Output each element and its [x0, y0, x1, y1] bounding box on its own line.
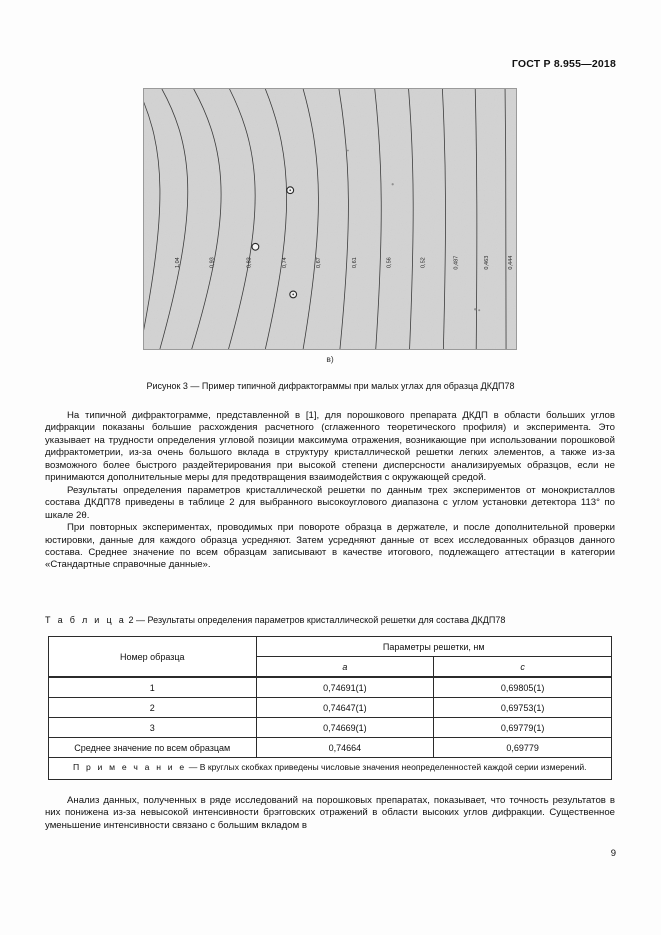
table-note-row — [49, 758, 612, 780]
cell-param-c: 0,69779 — [434, 738, 612, 758]
body-text-block-top — [45, 410, 615, 572]
svg-text:0,61: 0,61 — [351, 257, 358, 269]
table-caption-number: 2 — [128, 615, 134, 625]
svg-text:0,56: 0,56 — [386, 257, 393, 269]
header-param-c: c — [434, 657, 612, 678]
header-sample-number: Номер образца — [49, 637, 257, 678]
cell-param-a: 0,74647(1) — [256, 698, 434, 718]
cell-param-c: 0,69779(1) — [434, 718, 612, 738]
lattice-parameters-table — [48, 636, 612, 780]
cell-param-a: 0,74664 — [256, 738, 434, 758]
body-text-block-bottom — [45, 795, 615, 832]
cell-param-a: 0,74691(1) — [256, 677, 434, 698]
figure-3 — [143, 88, 517, 364]
cell-param-c: 0,69753(1) — [434, 698, 612, 718]
svg-text:0,463: 0,463 — [484, 255, 491, 270]
cell-sample: 3 — [49, 718, 257, 738]
paragraph-3: При повторных экспериментах, проводимых при повороте образца в держателе, и после дополнительной проверки юстировки, данные для каждого образца усредняют. Затем усредняют данные от всех исследованных образцов данного состава. Среднее значение по всем образцам записывают в качестве итогового, подлежащего аттестации в категории «Стандартные справочные данные». — [45, 522, 615, 571]
svg-text:1,04: 1,04 — [174, 257, 181, 269]
svg-text:0,83: 0,83 — [246, 257, 253, 269]
page-number: 9 — [610, 848, 616, 859]
cell-param-c: 0,69805(1) — [434, 677, 612, 698]
cell-sample: 2 — [49, 698, 257, 718]
diffractogram-svg — [144, 89, 516, 349]
paragraph-2: Результаты определения параметров кристаллической решетки по данным трех экспериментов от монокристаллов состава ДКДП78 приведены в таблице 2 для выбранного высокоуглового диапазона с углом установки детектора 113° по шкале 2θ. — [45, 484, 615, 521]
figure-caption: Рисунок 3 — Пример типичной дифрактограммы при малых углах для образца ДКДП78 — [146, 381, 515, 391]
table-row — [49, 718, 612, 738]
table-row — [49, 677, 612, 698]
cell-sample: Среднее значение по всем образцам — [49, 738, 257, 758]
note-text: — В круглых скобках приведены числовые значения неопределенностей каждой серии измерений. — [188, 762, 587, 772]
document-header-standard-number: ГОСТ Р 8.955—2018 — [511, 58, 616, 70]
cell-sample: 1 — [49, 677, 257, 698]
table-caption — [45, 615, 615, 625]
figure-sublabel: в) — [326, 354, 334, 364]
header-lattice-parameters: Параметры решетки, нм — [256, 637, 612, 657]
paragraph-4: Анализ данных, полученных в ряде исследований на порошковых препаратах, показывает, что точность результатов в них понижена из-за невысокой интенсивности брэгговских отражений в области высоких углов дифракции. Существенное уменьшение интенсивности связано с большим вкладом в — [45, 795, 615, 831]
svg-text:0,444: 0,444 — [508, 255, 515, 270]
svg-text:0,52: 0,52 — [420, 257, 427, 269]
table-header-row-1 — [49, 637, 612, 657]
table-row — [49, 698, 612, 718]
svg-text:0,67: 0,67 — [316, 257, 323, 269]
header-param-a: a — [256, 657, 434, 678]
svg-text:0,93: 0,93 — [209, 257, 216, 269]
note-label: П р и м е ч а н и е — [73, 762, 187, 772]
paragraph-1: На типичной дифрактограмме, представленной в [1], для порошкового препарата ДКДП в области больших углов дифракции показаны большие расхождения расчетного (сглаженного теоретического профиля) и эксперимента. Это указывает на трудности определения угловой позиции максимума отражения, возникающие при использовании порошковой дифрактометрии, из-за очень большого вклада в структуру кристаллической решетки легких элементов, а также из-за возможного более быстрого раздейтерирования при высокой степени дисперсности анализируемых образцов, если не принимаются дополнительные меры для предотвращения взаимодействия с окружающей средой. — [45, 410, 615, 484]
cell-param-a: 0,74669(1) — [256, 718, 434, 738]
svg-text:0,74: 0,74 — [282, 257, 289, 269]
table-note — [49, 758, 612, 780]
table-row-average — [49, 738, 612, 758]
table-caption-prefix: Т а б л и ц а — [45, 615, 126, 625]
diffractogram-image — [143, 88, 517, 350]
svg-text:0,487: 0,487 — [453, 255, 460, 270]
table-caption-text: — Результаты определения параметров кристаллической решетки для состава ДКДП78 — [136, 615, 506, 625]
